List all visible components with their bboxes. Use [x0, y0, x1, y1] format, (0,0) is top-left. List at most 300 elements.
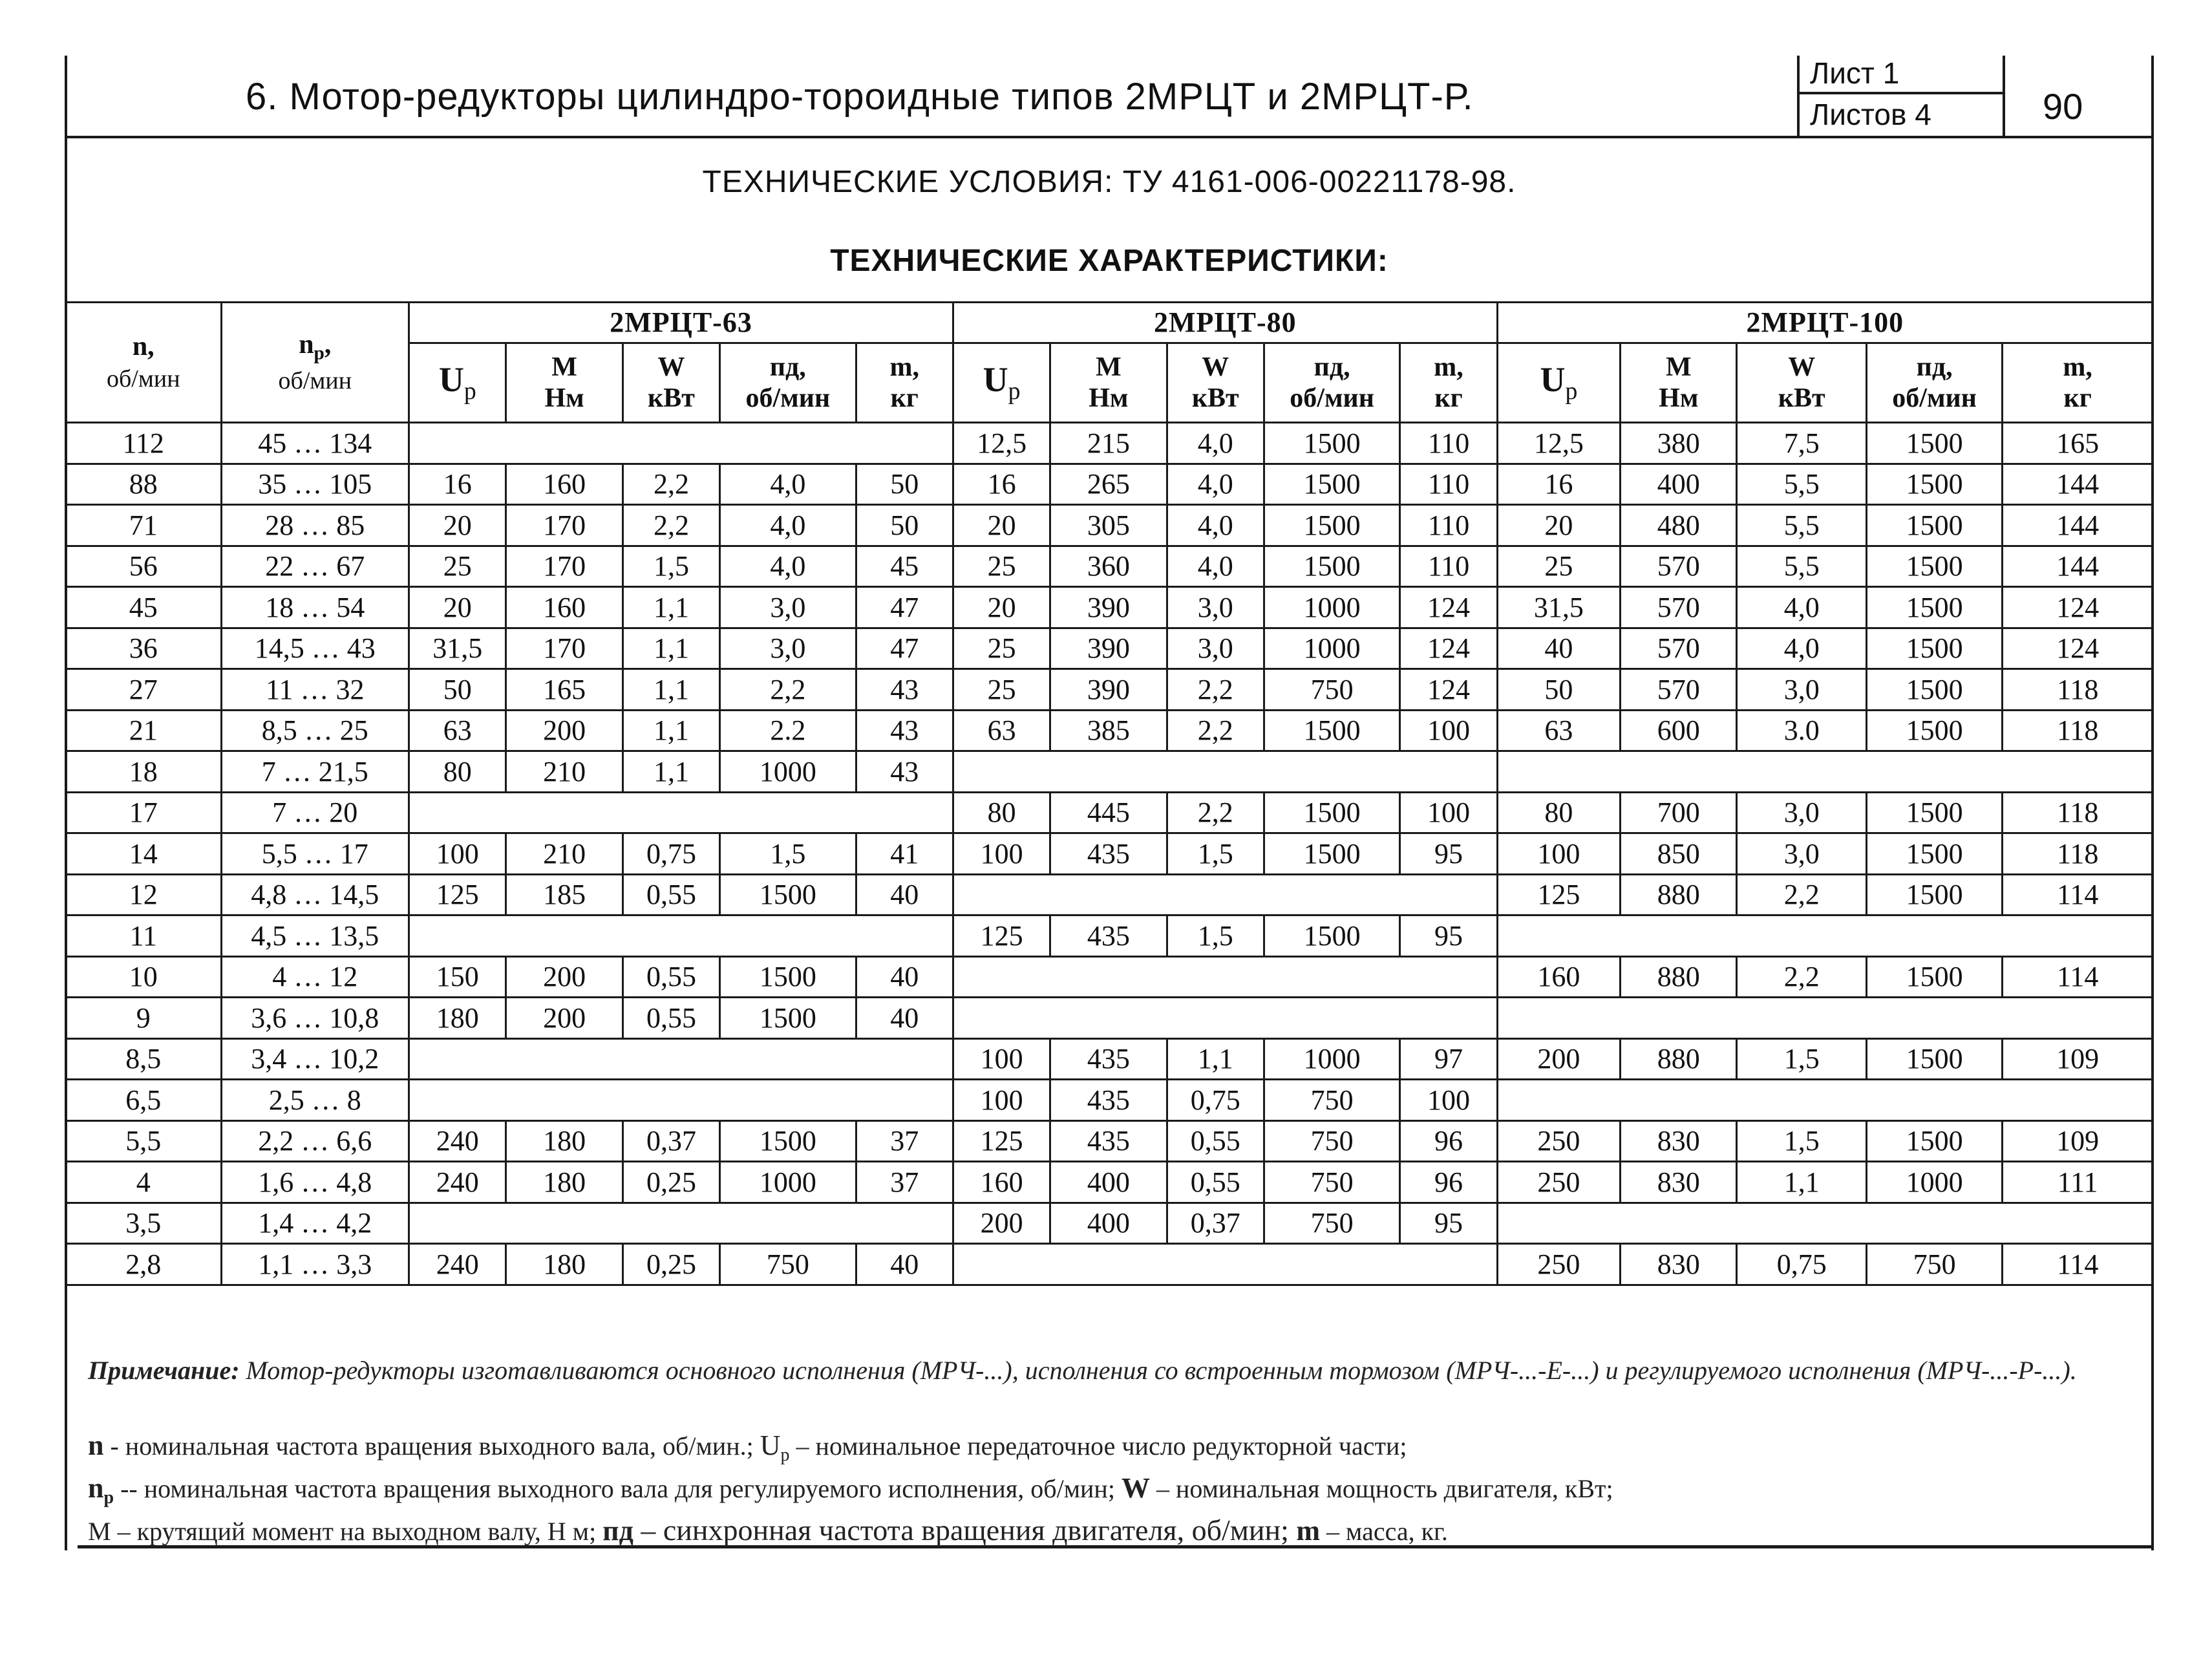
cell-80-value: 750 — [1264, 669, 1399, 711]
cell-np: 18 … 54 — [221, 587, 409, 628]
technical-specs-heading: ТЕХНИЧЕСКИЕ ХАРАКТЕРИСТИКИ: — [830, 244, 1388, 278]
cell-100-empty — [1497, 915, 2153, 957]
subheader-mass-symbol: m, — [1434, 352, 1463, 382]
col-np-unit: об/мин — [278, 367, 352, 394]
cell-100-value: 1500 — [1866, 956, 2002, 998]
cell-63-value: 125 — [409, 874, 506, 915]
cell-np: 2,5 … 8 — [221, 1080, 409, 1121]
cell-np: 1,1 … 3,3 — [221, 1244, 409, 1285]
cell-n: 21 — [66, 710, 222, 751]
table-row — [66, 423, 2153, 464]
cell-80-value: 100 — [953, 1080, 1050, 1121]
cell-80-value: 110 — [1400, 464, 1497, 505]
cell-100-value: 2,2 — [1737, 874, 1866, 915]
subheader-mass-symbol: m, — [889, 352, 919, 382]
cell-n: 9 — [66, 998, 222, 1039]
cell-80-value: 96 — [1400, 1120, 1497, 1162]
table-row — [66, 546, 2153, 587]
cell-63-value: 200 — [506, 956, 622, 998]
subheader-up-subscript: р — [463, 378, 476, 405]
subheader-torque-unit: Нм — [544, 383, 584, 413]
table-row — [66, 505, 2153, 546]
cell-np: 11 … 32 — [221, 669, 409, 711]
col-n-symbol: n, — [132, 332, 154, 362]
cell-80-value: 20 — [953, 587, 1050, 628]
cell-80-value: 12,5 — [953, 423, 1050, 464]
table-row — [66, 628, 2153, 669]
cell-np: 7 … 21,5 — [221, 751, 409, 793]
table-row — [66, 587, 2153, 628]
cell-80-value: 1500 — [1264, 464, 1399, 505]
subheader-power-symbol: W — [657, 352, 685, 382]
subheader-power-unit: кВт — [1778, 383, 1825, 413]
cell-100-value: 1500 — [1866, 710, 2002, 751]
document-sheet — [65, 56, 2154, 1550]
cell-n: 6,5 — [66, 1080, 222, 1121]
subheader-motor-speed-symbol: пд, — [1916, 352, 1953, 382]
cell-80-value: 4,0 — [1167, 546, 1264, 587]
cell-100-value: 3,0 — [1737, 669, 1866, 711]
technical-conditions: ТЕХНИЧЕСКИЕ УСЛОВИЯ: ТУ 4161-006-00221178-98. — [702, 165, 1516, 199]
cell-80-value: 1,1 — [1167, 1038, 1264, 1080]
cell-63-value: 240 — [409, 1162, 506, 1203]
legend-up-symbol: U — [760, 1429, 781, 1461]
subheader-motor-speed-symbol: пд, — [769, 352, 806, 382]
cell-100-value: 144 — [2003, 464, 2153, 505]
cell-63-value: 200 — [506, 998, 622, 1039]
cell-80-value: 95 — [1400, 833, 1497, 875]
cell-100-value: 114 — [2003, 874, 2153, 915]
cell-80-value: 1500 — [1264, 792, 1399, 833]
cell-np: 1,6 … 4,8 — [221, 1162, 409, 1203]
cell-63-value: 0,75 — [622, 833, 719, 875]
cell-80-value: 3,0 — [1167, 587, 1264, 628]
cell-63-empty — [409, 792, 953, 833]
cell-63-value: 45 — [856, 546, 953, 587]
cell-80-value: 390 — [1050, 669, 1167, 711]
cell-100-value: 4,0 — [1737, 587, 1866, 628]
document-title: 6. Мотор-редукторы цилиндро-тороидные типов 2МРЦТ и 2МРЦТ-Р. — [246, 76, 1474, 118]
cell-n: 17 — [66, 792, 222, 833]
subheader-power-unit: кВт — [648, 383, 695, 413]
cell-100-value: 880 — [1621, 956, 1737, 998]
table-row — [66, 998, 2153, 1039]
cell-63-value: 160 — [506, 464, 622, 505]
legend-np-subscript: р — [103, 1488, 114, 1508]
subheader-motor-speed — [720, 343, 856, 423]
cell-63-value: 37 — [856, 1162, 953, 1203]
cell-80-value: 390 — [1050, 628, 1167, 669]
cell-63-value: 180 — [409, 998, 506, 1039]
subheader-torque — [506, 343, 622, 423]
cell-80-value: 1500 — [1264, 423, 1399, 464]
cell-100-value: 830 — [1621, 1120, 1737, 1162]
cell-100-value: 124 — [2003, 587, 2153, 628]
cell-80-value: 16 — [953, 464, 1050, 505]
cell-80-value: 1500 — [1264, 710, 1399, 751]
page-number: 90 — [2043, 86, 2083, 127]
table-row — [66, 1120, 2153, 1162]
legend-mass-text: – масса, кг. — [1320, 1517, 1448, 1546]
cell-63-value: 1,1 — [622, 587, 719, 628]
cell-np: 7 … 20 — [221, 792, 409, 833]
cell-80-value: 25 — [953, 546, 1050, 587]
cell-63-empty — [409, 1203, 953, 1244]
cell-100-empty — [1497, 1080, 2153, 1121]
cell-63-value: 2.2 — [720, 710, 856, 751]
cell-80-value: 0,37 — [1167, 1203, 1264, 1244]
cell-100-value: 250 — [1497, 1162, 1620, 1203]
cell-80-empty — [953, 1244, 1497, 1285]
cell-80-value: 1500 — [1264, 546, 1399, 587]
cell-80-value: 435 — [1050, 1120, 1167, 1162]
cell-100-value: 0,75 — [1737, 1244, 1866, 1285]
cell-80-empty — [953, 956, 1497, 998]
cell-100-value: 165 — [2003, 423, 2153, 464]
subheader-mass-unit: кг — [1434, 383, 1463, 413]
cell-80-value: 360 — [1050, 546, 1167, 587]
cell-100-value: 31,5 — [1497, 587, 1620, 628]
cell-63-value: 2,2 — [622, 505, 719, 546]
cell-np: 45 … 134 — [221, 423, 409, 464]
col-header-n — [66, 303, 222, 423]
cell-100-value: 144 — [2003, 546, 2153, 587]
cell-np: 4,8 … 14,5 — [221, 874, 409, 915]
cell-100-value: 50 — [1497, 669, 1620, 711]
note — [88, 1351, 2137, 1390]
table-row — [66, 956, 2153, 998]
cell-63-value: 1500 — [720, 1120, 856, 1162]
cell-n: 88 — [66, 464, 222, 505]
subheader-mass-symbol: m, — [2063, 352, 2092, 382]
note-label: Примечание: — [88, 1356, 240, 1385]
cell-np: 14,5 … 43 — [221, 628, 409, 669]
cell-100-value: 40 — [1497, 628, 1620, 669]
subheader-power-symbol: W — [1202, 352, 1229, 382]
cell-63-value: 1500 — [720, 874, 856, 915]
header-divider-line — [65, 136, 2154, 138]
cell-n: 5,5 — [66, 1120, 222, 1162]
cell-63-value: 240 — [409, 1120, 506, 1162]
cell-100-value: 850 — [1621, 833, 1737, 875]
cell-100-value: 3.0 — [1737, 710, 1866, 751]
cell-100-value: 1500 — [1866, 792, 2002, 833]
col-np-subscript: р — [314, 343, 324, 364]
cell-80-value: 1,5 — [1167, 915, 1264, 957]
table-row — [66, 669, 2153, 711]
cell-63-value: 25 — [409, 546, 506, 587]
subheader-mass — [1400, 343, 1497, 423]
cell-80-value: 100 — [1400, 1080, 1497, 1121]
specs-table — [65, 301, 2154, 1286]
legend-w-text: – номинальная мощность двигателя, кВт; — [1149, 1474, 1613, 1503]
cell-63-value: 50 — [856, 505, 953, 546]
note-text: Мотор-редукторы изготавливаются основного исполнения (МРЧ-...), исполнения со встроенным тормозом (МРЧ-...-Е-...) и регулируемого исполнения (МРЧ-...-Р-...). — [239, 1356, 2077, 1385]
subheader-mass-unit: кг — [890, 383, 919, 413]
legend-n-text: - номинальная частота вращения выходного вала, об/мин.; — [103, 1431, 760, 1461]
cell-63-value: 47 — [856, 587, 953, 628]
cell-n: 4 — [66, 1162, 222, 1203]
cell-100-value: 5,5 — [1737, 505, 1866, 546]
cell-np: 1,4 … 4,2 — [221, 1203, 409, 1244]
cell-n: 10 — [66, 956, 222, 998]
cell-63-value: 0,25 — [622, 1244, 719, 1285]
cell-80-value: 100 — [953, 833, 1050, 875]
table-row — [66, 792, 2153, 833]
subheader-up-subscript: р — [1008, 378, 1021, 405]
cell-100-value: 750 — [1866, 1244, 2002, 1285]
table-row — [66, 874, 2153, 915]
subheader-motor-speed — [1264, 343, 1399, 423]
cell-63-value: 1,1 — [622, 628, 719, 669]
cell-100-value: 1500 — [1866, 464, 2002, 505]
cell-63-value: 16 — [409, 464, 506, 505]
cell-100-empty — [1497, 998, 2153, 1039]
legend-nd-symbol: пд — [602, 1515, 633, 1547]
cell-63-empty — [409, 1080, 953, 1121]
cell-63-value: 43 — [856, 710, 953, 751]
subheader-up-subscript: р — [1565, 378, 1578, 405]
cell-63-value: 170 — [506, 546, 622, 587]
cell-100-value: 570 — [1621, 669, 1737, 711]
cell-80-value: 2,2 — [1167, 710, 1264, 751]
cell-100-value: 16 — [1497, 464, 1620, 505]
subheader-mass — [856, 343, 953, 423]
cell-100-value: 880 — [1621, 1038, 1737, 1080]
legend-line-2 — [88, 1472, 1613, 1508]
cell-100-value: 1,5 — [1737, 1120, 1866, 1162]
cell-80-value: 96 — [1400, 1162, 1497, 1203]
cell-100-value: 1000 — [1866, 1162, 2002, 1203]
cell-100-value: 1500 — [1866, 587, 2002, 628]
cell-63-value: 43 — [856, 751, 953, 793]
cell-63-value: 2,2 — [622, 464, 719, 505]
cell-63-value: 750 — [720, 1244, 856, 1285]
table-body — [66, 423, 2153, 1285]
cell-80-value: 80 — [953, 792, 1050, 833]
cell-80-value: 160 — [953, 1162, 1050, 1203]
cell-80-value: 124 — [1400, 669, 1497, 711]
cell-63-value: 50 — [856, 464, 953, 505]
cell-100-value: 570 — [1621, 628, 1737, 669]
cell-100-value: 109 — [2003, 1038, 2153, 1080]
cell-n: 11 — [66, 915, 222, 957]
cell-80-value: 100 — [953, 1038, 1050, 1080]
cell-100-value: 7,5 — [1737, 423, 1866, 464]
cell-100-value: 1500 — [1866, 1038, 2002, 1080]
cell-100-value: 250 — [1497, 1120, 1620, 1162]
legend-m-text: М – крутящий момент на выходном валу, Н м; — [88, 1517, 603, 1546]
cell-80-value: 4,0 — [1167, 505, 1264, 546]
cell-100-value: 20 — [1497, 505, 1620, 546]
cell-63-value: 0,55 — [622, 998, 719, 1039]
cell-63-value: 185 — [506, 874, 622, 915]
legend-up-subscript: р — [780, 1445, 790, 1465]
legend-up-text: – номинальное передаточное число редукторной части; — [789, 1431, 1407, 1461]
cell-np: 8,5 … 25 — [221, 710, 409, 751]
cell-63-value: 41 — [856, 833, 953, 875]
cell-63-value: 240 — [409, 1244, 506, 1285]
cell-63-value: 40 — [856, 998, 953, 1039]
cell-100-value: 118 — [2003, 833, 2153, 875]
cell-80-value: 385 — [1050, 710, 1167, 751]
cell-80-value: 110 — [1400, 423, 1497, 464]
cell-80-value: 3,0 — [1167, 628, 1264, 669]
cell-100-value: 124 — [2003, 628, 2153, 669]
cell-np: 3,4 … 10,2 — [221, 1038, 409, 1080]
cell-80-value: 435 — [1050, 915, 1167, 957]
cell-100-value: 160 — [1497, 956, 1620, 998]
cell-80-value: 445 — [1050, 792, 1167, 833]
cell-100-value: 1,1 — [1737, 1162, 1866, 1203]
sheet-label: Лист 1 — [1810, 56, 1900, 90]
table-row — [66, 1203, 2153, 1244]
col-n-unit: об/мин — [106, 365, 180, 392]
legend-w-symbol: W — [1121, 1472, 1150, 1504]
cell-63-value: 0,37 — [622, 1120, 719, 1162]
subheader-motor-speed-unit: об/мин — [1290, 383, 1374, 413]
cell-63-value: 31,5 — [409, 628, 506, 669]
cell-100-value: 200 — [1497, 1038, 1620, 1080]
subheader-torque-symbol: М — [1665, 352, 1692, 382]
cell-63-value: 50 — [409, 669, 506, 711]
col-np-symbol: n — [299, 329, 314, 359]
cell-80-empty — [953, 874, 1497, 915]
legend-nd-text: – синхронная частота вращения двигателя, об/мин; — [633, 1514, 1297, 1547]
cell-np: 35 … 105 — [221, 464, 409, 505]
cell-80-value: 124 — [1400, 628, 1497, 669]
cell-np: 5,5 … 17 — [221, 833, 409, 875]
cell-100-value: 1500 — [1866, 423, 2002, 464]
subheader-motor-speed-symbol: пд, — [1313, 352, 1350, 382]
cell-100-value: 2,2 — [1737, 956, 1866, 998]
cell-80-value: 2,2 — [1167, 792, 1264, 833]
cell-100-value: 114 — [2003, 956, 2153, 998]
cell-100-value: 880 — [1621, 874, 1737, 915]
cell-63-value: 3,0 — [720, 587, 856, 628]
subheader-torque-unit: Нм — [1089, 383, 1129, 413]
subheader-power-symbol: W — [1788, 352, 1816, 382]
cell-63-value: 43 — [856, 669, 953, 711]
cell-n: 2,8 — [66, 1244, 222, 1285]
cell-n: 14 — [66, 833, 222, 875]
cell-63-value: 180 — [506, 1120, 622, 1162]
cell-100-value: 380 — [1621, 423, 1737, 464]
subheader-torque-symbol: М — [551, 352, 577, 382]
cell-63-value: 1000 — [720, 1162, 856, 1203]
cell-n: 36 — [66, 628, 222, 669]
cell-63-value: 4,0 — [720, 464, 856, 505]
cell-100-value: 125 — [1497, 874, 1620, 915]
col-header-np: $n_р$, об/мин — [221, 303, 409, 423]
cell-63-value: 170 — [506, 505, 622, 546]
cell-n: 8,5 — [66, 1038, 222, 1080]
cell-80-empty — [953, 998, 1497, 1039]
legend-mass-symbol: m — [1296, 1515, 1321, 1547]
cell-100-value: 80 — [1497, 792, 1620, 833]
cell-80-value: 124 — [1400, 587, 1497, 628]
legend-line-3 — [88, 1513, 1448, 1547]
subheader-up-symbol: U — [438, 360, 464, 400]
cell-63-empty — [409, 915, 953, 957]
subheader-up-symbol: U — [983, 360, 1008, 400]
cell-80-value: 305 — [1050, 505, 1167, 546]
subheader-power — [1737, 343, 1866, 423]
cell-63-value: 0,55 — [622, 956, 719, 998]
cell-80-value: 1,5 — [1167, 833, 1264, 875]
cell-63-value: 4,0 — [720, 546, 856, 587]
legend-line-1 — [88, 1429, 1407, 1466]
cell-80-value: 390 — [1050, 587, 1167, 628]
cell-63-value: 160 — [506, 587, 622, 628]
cell-80-value: 400 — [1050, 1162, 1167, 1203]
legend-np-text: -- номинальная частота вращения выходного вала для регулируемого исполнения, об/мин; — [114, 1474, 1122, 1503]
cell-80-value: 97 — [1400, 1038, 1497, 1080]
cell-100-value: 118 — [2003, 792, 2153, 833]
subheader-torque-symbol: М — [1096, 352, 1122, 382]
cell-63-value: 180 — [506, 1244, 622, 1285]
cell-63-value: 1,1 — [622, 710, 719, 751]
cell-63-value: 150 — [409, 956, 506, 998]
cell-100-value: 1500 — [1866, 628, 2002, 669]
cell-100-value: 570 — [1621, 587, 1737, 628]
cell-100-value: 1500 — [1866, 833, 2002, 875]
cell-63-value: 37 — [856, 1120, 953, 1162]
cell-63-value: 4,0 — [720, 505, 856, 546]
cell-63-value: 180 — [506, 1162, 622, 1203]
cell-80-value: 95 — [1400, 1203, 1497, 1244]
subheader-motor-speed-unit: об/мин — [1892, 383, 1977, 413]
cell-80-value: 750 — [1264, 1080, 1399, 1121]
cell-63-value: 170 — [506, 628, 622, 669]
cell-n: 71 — [66, 505, 222, 546]
cell-80-value: 750 — [1264, 1162, 1399, 1203]
cell-80-value: 1500 — [1264, 833, 1399, 875]
cell-80-value: 20 — [953, 505, 1050, 546]
subheader-up — [409, 343, 506, 423]
cell-100-value: 1500 — [1866, 1120, 2002, 1162]
cell-63-value: 40 — [856, 956, 953, 998]
cell-100-value: 111 — [2003, 1162, 2153, 1203]
table-row — [66, 710, 2153, 751]
cell-63-value: 200 — [506, 710, 622, 751]
cell-100-value: 1,5 — [1737, 1038, 1866, 1080]
cell-80-value: 110 — [1400, 505, 1497, 546]
group-header-63: 2МРЦТ-63 — [409, 303, 953, 343]
cell-np: 2,2 … 6,6 — [221, 1120, 409, 1162]
cell-63-value: 63 — [409, 710, 506, 751]
cell-100-value: 118 — [2003, 669, 2153, 711]
cell-np: 4 … 12 — [221, 956, 409, 998]
cell-80-value: 750 — [1264, 1203, 1399, 1244]
table-row — [66, 1038, 2153, 1080]
cell-100-value: 570 — [1621, 546, 1737, 587]
cell-100-value: 5,5 — [1737, 546, 1866, 587]
cell-100-value: 109 — [2003, 1120, 2153, 1162]
table-row — [66, 1080, 2153, 1121]
cell-80-value: 100 — [1400, 792, 1497, 833]
subheader-up — [953, 343, 1050, 423]
legend-np-symbol: n — [88, 1472, 104, 1504]
cell-80-value: 0,55 — [1167, 1120, 1264, 1162]
cell-80-value: 750 — [1264, 1120, 1399, 1162]
cell-80-value: 1000 — [1264, 1038, 1399, 1080]
cell-100-value: 3,0 — [1737, 792, 1866, 833]
table-row — [66, 833, 2153, 875]
cell-n: 3,5 — [66, 1203, 222, 1244]
cell-63-value: 47 — [856, 628, 953, 669]
cell-100-value: 250 — [1497, 1244, 1620, 1285]
